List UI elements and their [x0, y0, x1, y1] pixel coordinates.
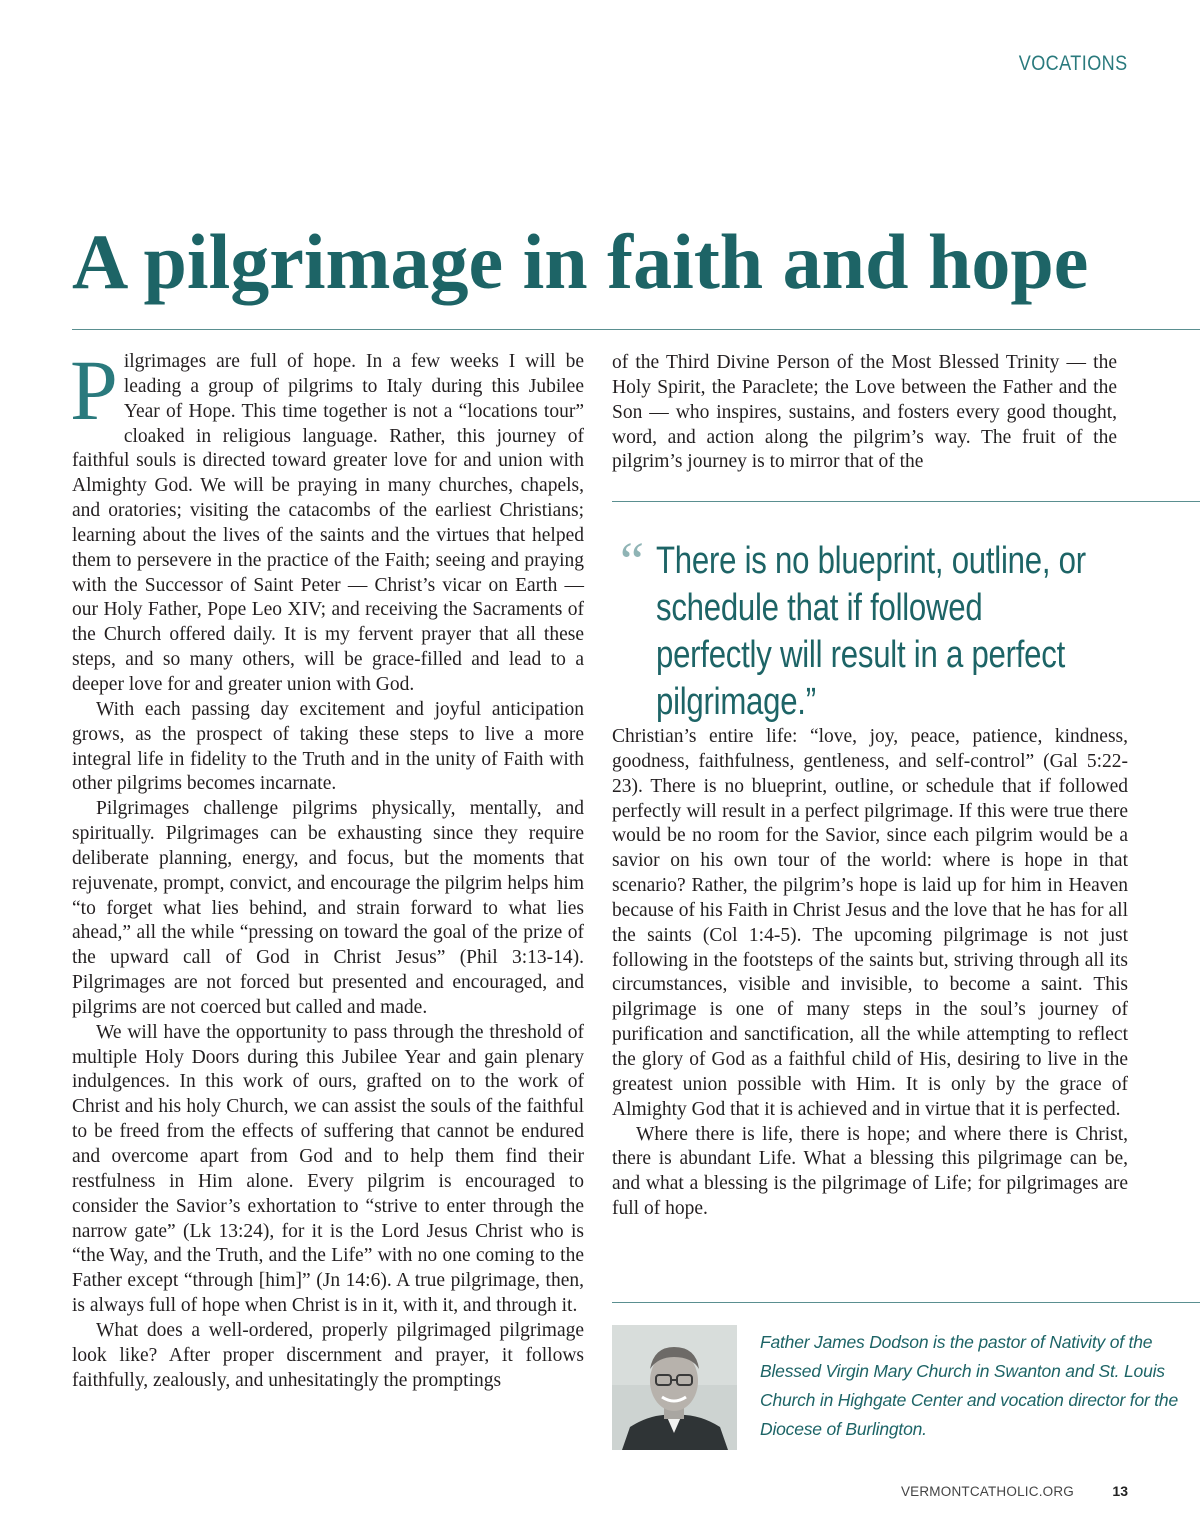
pull-quote-divider	[612, 501, 1200, 502]
article-paragraph: With each passing day excitement and joyful anticipation grows, as the prospect of taking these steps to live a more integral life in fidelity to the Truth and in the unity of Faith with other pilgrims becomes incarnate.	[72, 698, 584, 795]
article-column-right-top	[612, 351, 1117, 475]
title-divider	[72, 329, 1200, 330]
footer-website: VERMONTCATHOLIC.ORG	[900, 1484, 1074, 1499]
article-title: A pilgrimage in faith and hope	[72, 218, 1089, 305]
author-portrait-icon	[612, 1325, 737, 1450]
quote-mark-icon: “	[620, 531, 644, 591]
article-column-left	[70, 342, 584, 1393]
article-paragraph: Christian’s entire life: “love, joy, peace, patience, kindness, goodness, faithfulness, gentleness, and self-control” (Gal 5:22-23). There is no blueprint, outline, or schedule that if followed perfectly will result in a perfect pilgrimage. If this were true there would be no room for the Savior, since each pilgrim would be a savior on his own tour of the world: where is hope in that scenario? Rather, the pilgrim’s hope is laid up for him in Heaven because of his Faith in Christ Jesus and the love that he has for all the saints (Col 1:4-5). The upcoming pilgrimage is not just following in the footsteps of the saints but, striving through all its circumstances, visible and invisible, to become a saint. This pilgrimage is one of many steps in the soul’s journey of purification and sanctification, all the while attempting to reflect the glory of God as a faithful child of His, desiring to live in the greatest union possible with Him. It is only by the grace of Almighty God that it is achieved and in virtue that it is perfected.	[612, 726, 1128, 1120]
article-paragraph: We will have the opportunity to pass through the threshold of multiple Holy Doors during this Jubilee Year and gain plenary indulgences. In this work of ours, grafted on to the work of Christ and his holy Church, we can assist the souls of the faithful to be freed from the effects of suffering that cannot be endured and overcome apart from God and to help them find their restfulness in Him alone. Every pilgrim is encouraged to consider the Savior’s exhortation to “strive to enter through the narrow gate” (Lk 13:24), for it is the Lord Jesus Christ who is “the Way, and the Truth, and the Life” with no one coming to the Father except “through [him]” (Jn 14:6). A true pilgrimage, then, is always full of hope when Christ is in it, with it, and through it.	[72, 1021, 584, 1317]
first-paragraph-text: ilgrimages are full of hope. In a few weeks I will be leading a group of pilgrims to Italy during this Jubilee Year of Hope. This time together is not a “locations tour” cloaked in religious language. Rather, this journey of faithful souls is directed toward greater love for and union with Almighty God. We will be praying in many churches, chapels, and oratories; visiting the catacombs of the earliest Christians; learning about the lives of the saints and the virtues that helped them to persevere in the practice of the Faith; seeing and praying with the Successor of Saint Peter — Christ’s vicar on Earth — our Holy Father, Pope Leo XIV; and receiving the Sacraments of the Church offered daily. It is my fervent prayer that all these steps, and so many others, will be grace-filled and lead to a deeper love for and greater union with God.	[72, 351, 584, 695]
page-number: 13	[1112, 1483, 1128, 1499]
article-paragraph: Where there is life, there is hope; and where there is Christ, there is abundant Life. What a blessing this pilgrimage can be, and what a blessing is the pilgrimage of Life; for pilgrimages are full of hope.	[612, 1123, 1128, 1220]
article-paragraph: What does a well-ordered, properly pilgrimaged pilgrimage look like? After proper discernment and prayer, it follows faithfully, zealously, and unhesitatingly the promptings	[72, 1319, 584, 1391]
author-photo	[612, 1325, 737, 1450]
author-bio: Father James Dodson is the pastor of Nativity of the Blessed Virgin Mary Church in Swanton and St. Louis Church in Highgate Center and vocation director for the Diocese of Burlington.	[760, 1332, 1178, 1439]
article-paragraph: of the Third Divine Person of the Most Blessed Trinity — the Holy Spirit, the Paraclete; the Love between the Father and the Son — who inspires, sustains, and fosters every good thought, word, and action along the pilgrim’s way. The fruit of the pilgrim’s journey is to mirror that of the	[612, 352, 1117, 473]
article-paragraph	[70, 342, 584, 698]
drop-cap: P	[70, 342, 118, 438]
pull-quote-text: There is no blueprint, outline, or schedule that if followed perfectly will result in a perfect pilgrimage.”	[656, 540, 1086, 723]
bio-divider	[612, 1302, 1200, 1303]
article-paragraph: Pilgrimages challenge pilgrims physically, mentally, and spiritually. Pilgrimages can be exhausting since they require deliberate planning, energy, and focus, but the moments that rejuvenate, prompt, convict, and encourage the pilgrim helps him “to forget what lies behind, and strain forward to what lies ahead,” all the while “pressing on toward the goal of the prize of the upward call of God in Christ Jesus” (Phil 3:13-14). Pilgrimages are not forced but presented and encouraged, and pilgrims are not coerced but called and made.	[72, 798, 584, 1018]
article-column-right-bottom	[612, 725, 1128, 1222]
section-label: VOCATIONS	[1019, 52, 1128, 75]
pull-quote	[620, 531, 1180, 726]
